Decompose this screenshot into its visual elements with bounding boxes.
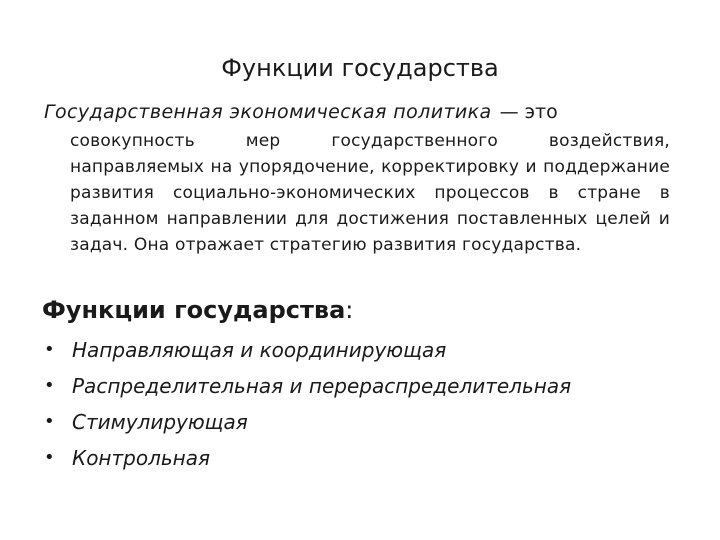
- list-item-label: Контрольная: [72, 446, 211, 470]
- list-item-label: Направляющая и координирующая: [72, 338, 447, 362]
- definition-line: [44, 97, 672, 127]
- definition-dash: — это: [499, 101, 558, 123]
- list-item-label: Стимулирующая: [72, 410, 248, 434]
- bullet-icon: •: [44, 447, 55, 468]
- bullet-icon: •: [44, 339, 55, 360]
- definition-term: Государственная экономическая политика: [44, 101, 492, 123]
- list-item: [44, 368, 571, 404]
- list-item: [44, 404, 571, 440]
- bullet-icon: •: [44, 375, 55, 396]
- list-item: [44, 440, 571, 476]
- section-heading-text: Функции государства: [42, 296, 346, 324]
- section-heading-colon: :: [345, 296, 354, 324]
- definition-body: совокупность мер государственного воздействия, направляемых на упорядочение, корректировку и поддержание развития социально-экономических процессов в стране в заданном направлении для достижения поставленных целей и задач. Она отражает стратегию развития государства.: [70, 131, 670, 255]
- section-heading: [42, 292, 353, 328]
- list-item: [44, 332, 571, 368]
- slide-title: Функции государства: [221, 54, 499, 82]
- functions-list: [44, 332, 571, 476]
- list-item-label: Распределительная и перераспределительная: [72, 374, 572, 398]
- bullet-icon: •: [44, 411, 55, 432]
